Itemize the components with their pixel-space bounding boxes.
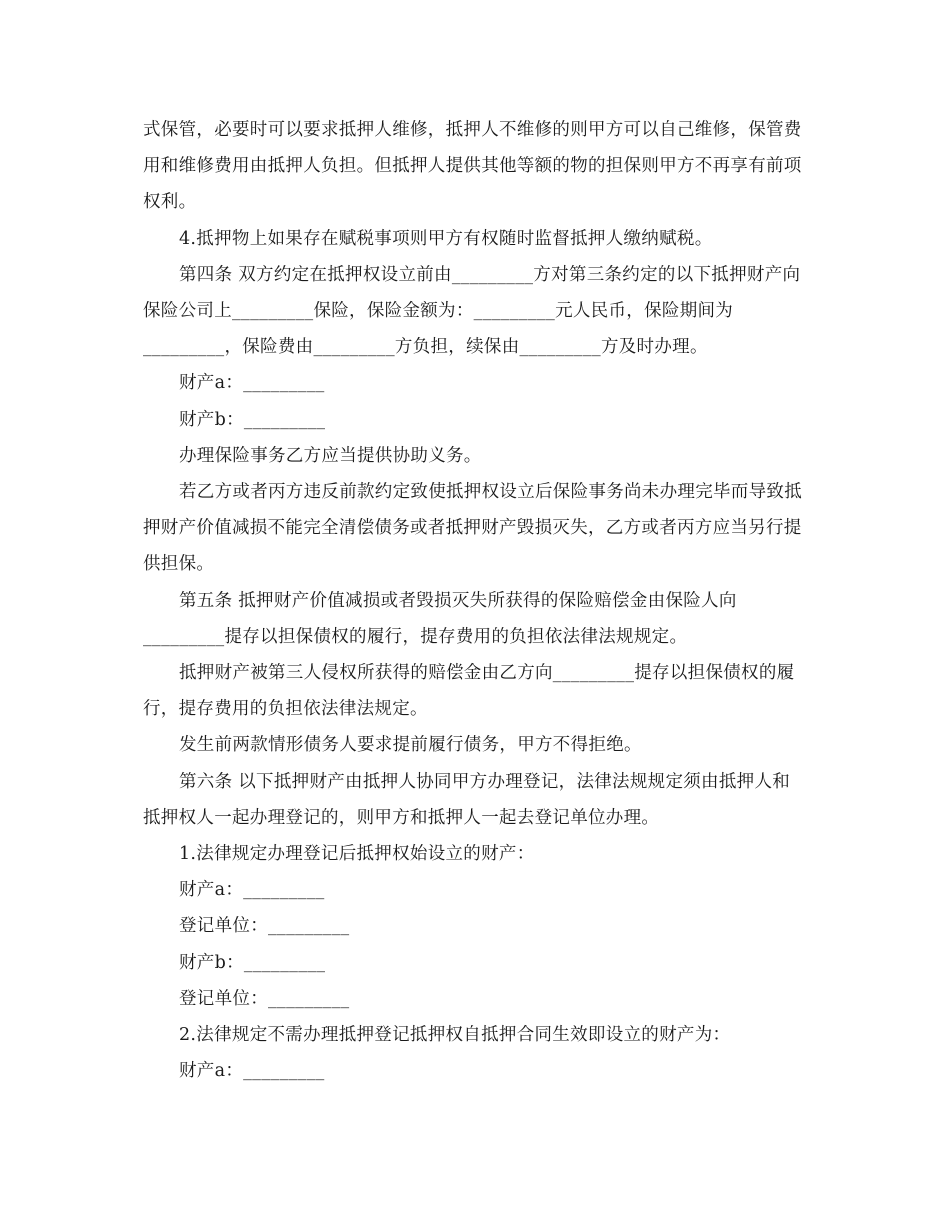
paragraph-reg-property-b: 财产b：_________: [179, 952, 326, 973]
paragraph-tax-supervision: 4.抵押物上如果存在赋税事项则甲方有权随时监督抵押人缴纳赋税。: [179, 228, 713, 249]
paragraph-reg-unit-b: 登记单位：_________: [179, 988, 350, 1009]
paragraph-noreg-property-a: 财产a：_________: [179, 1061, 325, 1082]
paragraph-registration-required: 1.法律规定办理登记后抵押权始设立的财产：: [179, 844, 535, 865]
paragraph-article-5: 第五条 抵押财产价值减损或者毁损灭失所获得的保险赔偿金由保险人向_________提存以担保债权的履行，提存费用的负担依法律法规规定。: [143, 590, 737, 647]
paragraph-early-performance: 发生前两款情形债务人要求提前履行债务，甲方不得拒绝。: [179, 735, 642, 756]
paragraph-reg-unit-a: 登记单位：_________: [179, 916, 350, 937]
paragraph-custody-maintenance: 式保管，必要时可以要求抵押人维修，抵押人不维修的则甲方可以自己维修，保管费用和维修费用由抵押人负担。但抵押人提供其他等额的物的担保则甲方不再享有前项权利。: [143, 120, 802, 213]
paragraph-article-4-insurance: 第四条 双方约定在抵押权设立前由_________方对第三条约定的以下抵押财产向保险公司上_________保险，保险金额为：_________元人民币，保险期间为_________，保险费由_________方负担，续保由_________方及时办理。: [143, 264, 801, 358]
paragraph-third-party-compensation: 抵押财产被第三人侵权所获得的赔偿金由乙方向_________提存以担保债权的履行，提存费用的负担依法律法规定。: [143, 663, 795, 720]
paragraph-no-registration: 2.法律规定不需办理抵押登记抵押权自抵押合同生效即设立的财产为：: [179, 1025, 731, 1046]
paragraph-breach-guarantee: 若乙方或者丙方违反前款约定致使抵押权设立后保险事务尚未办理完毕而导致抵押财产价值减损不能完全清偿债务或者抵押财产毁损灭失，乙方或者丙方应当另行提供担保。: [143, 482, 802, 575]
paragraph-property-b: 财产b：_________: [179, 409, 326, 430]
paragraph-assist-duty: 办理保险事务乙方应当提供协助义务。: [179, 445, 482, 466]
document-body: [143, 112, 807, 1089]
paragraph-reg-property-a: 财产a：_________: [179, 880, 325, 901]
paragraph-property-a: 财产a：_________: [179, 373, 325, 394]
paragraph-article-6: 第六条 以下抵押财产由抵押人协同甲方办理登记，法律法规规定须由抵押人和抵押权人一起办理登记的，则甲方和抵押人一起去登记单位办理。: [143, 771, 791, 828]
